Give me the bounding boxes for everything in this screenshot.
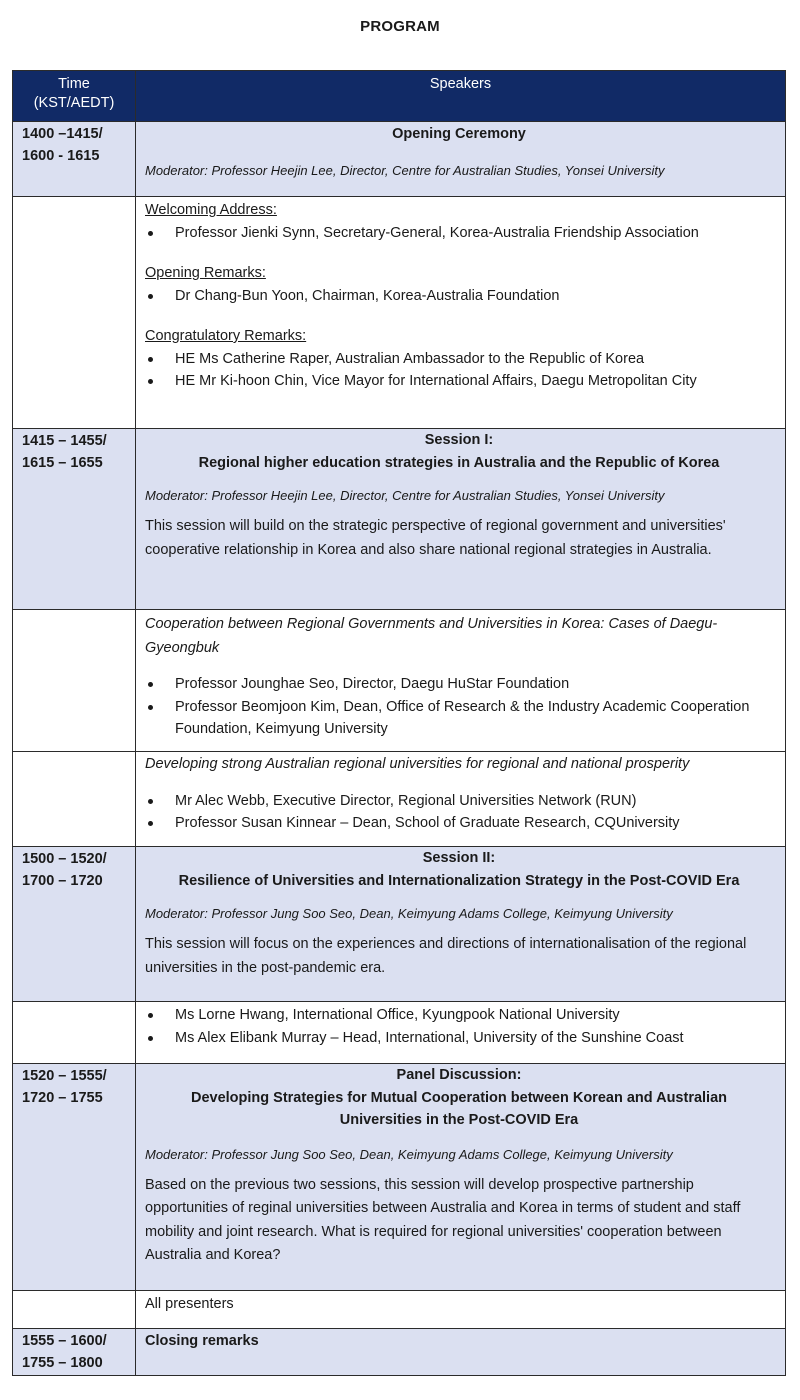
list-item: Professor Jienki Synn, Secretary-General, Korea-Australia Friendship Association <box>145 222 773 245</box>
panel-moderator: Moderator: Professor Jung Soo Seo, Dean, Keimyung Adams College, Keimyung University <box>145 1146 673 1162</box>
list-item: Ms Lorne Hwang, International Office, Kyungpook National University <box>145 1004 773 1027</box>
panel-cell <box>136 1064 786 1291</box>
panel-description: Based on the previous two sessions, this session will develop prospective partnership opportunities of reginal universities between Australia and Korea in terms of student and staff mobility and joint research. What is required for regional universities' cooperation between Australia and Korea? <box>145 1176 741 1263</box>
remarks-list <box>145 285 773 308</box>
opening-heading: Opening Ceremony <box>392 126 526 142</box>
session2-description: This session will focus on the experiences and directions of internationalisation of the regional universities in the post-pandemic era. <box>145 936 747 976</box>
talk2-title: Developing strong Australian regional universities for regional and national prosperity <box>145 756 690 772</box>
program-table <box>12 70 786 1376</box>
list-item: Mr Alec Webb, Executive Director, Regional Universities Network (RUN) <box>145 790 773 813</box>
session2-row <box>13 847 786 1002</box>
session1-talk1-cell <box>136 610 786 752</box>
list-item: HE Ms Catherine Raper, Australian Ambassador to the Republic of Korea <box>145 348 773 371</box>
list-item: Professor Beomjoon Kim, Dean, Office of Research & the Industry Academic Cooperation Foundation, Keimyung University <box>145 696 773 741</box>
congrats-label: Congratulatory Remarks: <box>145 328 307 344</box>
table-header-row <box>13 71 786 122</box>
list-item: HE Mr Ki-hoon Chin, Vice Mayor for International Affairs, Daegu Metropolitan City <box>145 370 773 393</box>
session1-cell <box>136 429 786 610</box>
empty-time-cell <box>13 610 136 752</box>
session2-speakers-cell <box>136 1002 786 1064</box>
list-item: Professor Susan Kinnear – Dean, School of Graduate Research, CQUniversity <box>145 812 773 835</box>
session2-time: 1500 – 1520/ 1700 – 1720 <box>13 847 136 1002</box>
session1-time: 1415 – 1455/ 1615 – 1655 <box>13 429 136 610</box>
opening-details-row <box>13 197 786 429</box>
closing-row <box>13 1329 786 1376</box>
session1-label: Session I: <box>424 432 494 448</box>
welcome-list <box>145 222 773 245</box>
congrats-list <box>145 348 773 393</box>
time-column-header: Time (KST/AEDT) <box>13 71 136 122</box>
opening-cell <box>136 122 786 197</box>
empty-time-cell <box>13 1291 136 1329</box>
opening-details-cell <box>136 197 786 429</box>
closing-title: Closing remarks <box>145 1333 259 1349</box>
talk2-speakers <box>145 790 773 835</box>
opening-row <box>13 122 786 197</box>
session2-moderator: Moderator: Professor Jung Soo Seo, Dean, Keimyung Adams College, Keimyung University <box>145 906 673 921</box>
session2-title: Resilience of Universities and Internationalization Strategy in the Post-COVID Era <box>178 872 740 889</box>
session1-talk2-cell <box>136 752 786 847</box>
opening-time: 1400 –1415/ 1600 - 1615 <box>13 122 136 197</box>
panel-time: 1520 – 1555/ 1720 – 1755 <box>13 1064 136 1291</box>
panel-participants-row <box>13 1291 786 1329</box>
closing-time: 1555 – 1600/ 1755 – 1800 <box>13 1329 136 1376</box>
list-item: Dr Chang-Bun Yoon, Chairman, Korea-Australia Foundation <box>145 285 773 308</box>
session1-talk2-row <box>13 752 786 847</box>
panel-title: Developing Strategies for Mutual Cooperation between Korean and Australian Universities in the Post-COVID Era <box>190 1089 728 1128</box>
remarks-label: Opening Remarks: <box>145 265 266 281</box>
session2-speakers-row <box>13 1002 786 1064</box>
session2-label: Session II: <box>422 850 496 866</box>
panel-row <box>13 1064 786 1291</box>
empty-time-cell <box>13 1002 136 1064</box>
session1-talk1-row <box>13 610 786 752</box>
session1-moderator: Moderator: Professor Heejin Lee, Director, Centre for Australian Studies, Yonsei University <box>145 488 665 503</box>
opening-moderator: Moderator: Professor Heejin Lee, Director, Centre for Australian Studies, Yonsei University <box>145 162 665 178</box>
list-item: Ms Alex Elibank Murray – Head, International, University of the Sunshine Coast <box>145 1027 773 1050</box>
empty-time-cell <box>13 752 136 847</box>
session2-cell <box>136 847 786 1002</box>
panel-participants-cell <box>136 1291 786 1329</box>
talk1-speakers <box>145 673 773 741</box>
talk1-title: Cooperation between Regional Governments and Universities in Korea: Cases of Daegu-Gyeongbuk <box>145 616 718 656</box>
session1-title: Regional higher education strategies in Australia and the Republic of Korea <box>198 454 720 471</box>
empty-time-cell <box>13 197 136 429</box>
welcome-label: Welcoming Address: <box>145 202 277 218</box>
session1-description: This session will build on the strategic perspective of regional government and universities' cooperative relationship in Korea and also share national regional strategies in Australia. <box>145 518 726 558</box>
panel-label: Panel Discussion: <box>396 1067 522 1083</box>
session2-speakers <box>145 1004 773 1049</box>
speakers-column-header: Speakers <box>136 71 786 122</box>
panel-participants: All presenters <box>145 1296 234 1312</box>
page-title: PROGRAM <box>360 18 440 35</box>
list-item: Professor Jounghae Seo, Director, Daegu HuStar Foundation <box>145 673 773 696</box>
session1-row <box>13 429 786 610</box>
closing-cell <box>136 1329 786 1376</box>
